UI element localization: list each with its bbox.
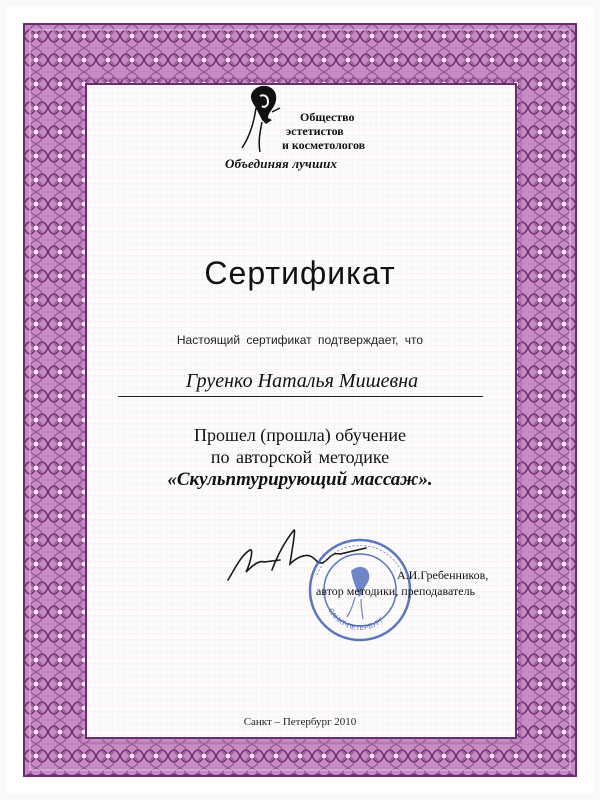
stamp-bottom-text: САНКТ-ПЕТЕРБУРГ	[326, 607, 386, 633]
confirm-text: Настоящий сертификат подтверждает, что	[176, 333, 424, 347]
place-and-date: Санкт – Петербург 2010	[243, 716, 357, 728]
certificate-title: Сертификат	[204, 255, 396, 291]
training-text-line2: по авторской методике	[210, 447, 390, 467]
society-logo	[225, 82, 378, 186]
signer-name: А.И.Гребенников,	[397, 568, 489, 582]
name-underline	[118, 396, 483, 397]
svg-text:САНКТ-ПЕТЕРБУРГ	[326, 607, 385, 632]
method-name: «Скульптурирующий массаж».	[167, 469, 433, 490]
logo-slogan: Объединяя лучших	[225, 156, 338, 171]
signer-role: автор методики, преподаватель	[316, 584, 476, 598]
recipient-name: Груенко Наталья Мишевна	[185, 370, 419, 392]
logo-text-line2: эстетистов	[286, 124, 344, 138]
logo-text-line1: Общество	[300, 110, 355, 124]
training-text-line1: Прошел (прошла) обучение	[193, 425, 407, 445]
logo-text-line3: и косметологов	[282, 138, 366, 152]
